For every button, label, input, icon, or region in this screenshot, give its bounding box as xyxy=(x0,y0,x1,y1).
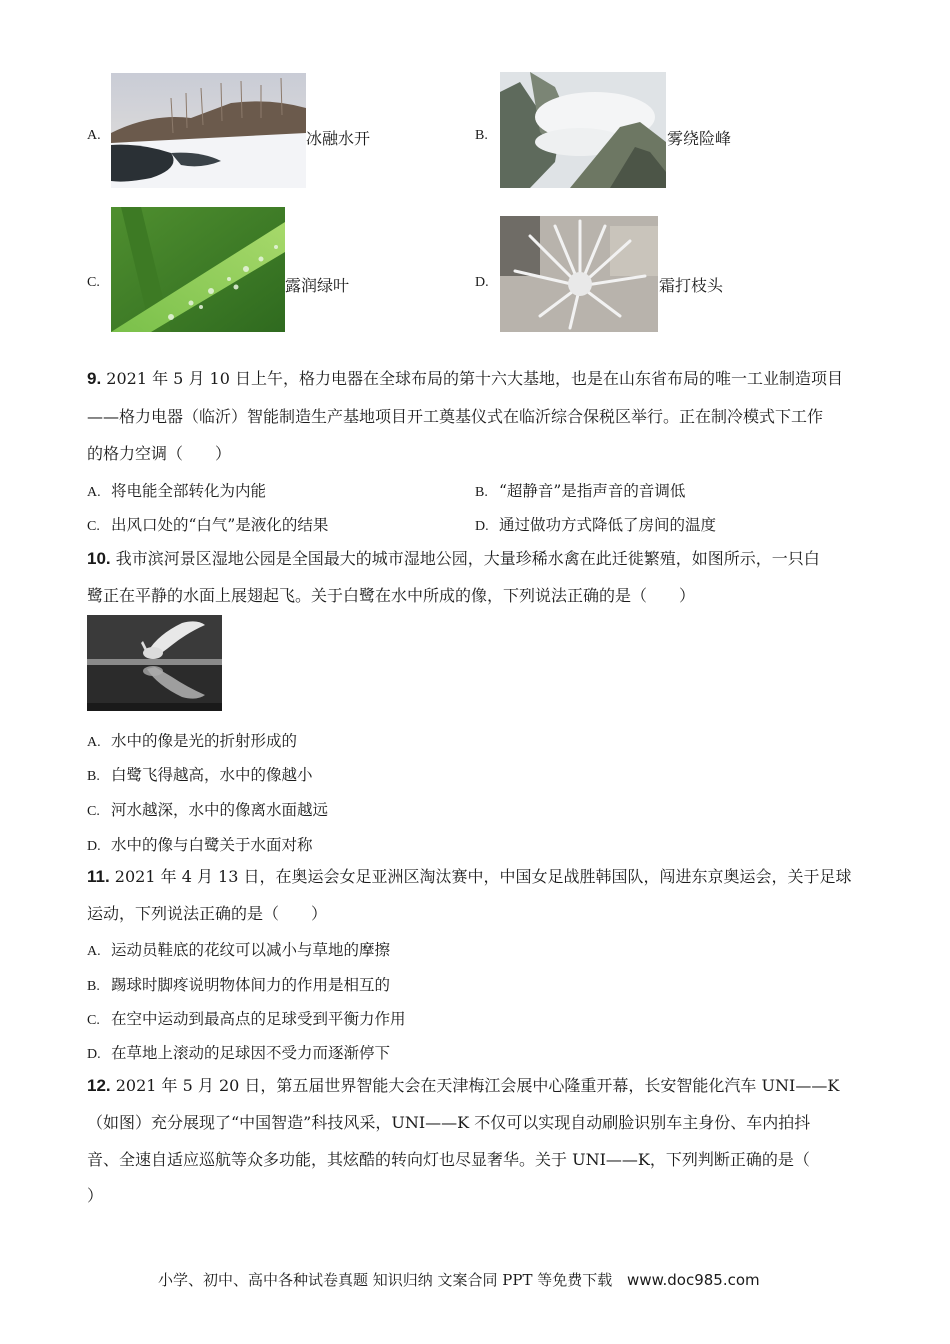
option-c xyxy=(87,1007,406,1029)
option-caption: 霜打枝头 xyxy=(659,276,724,295)
option-text: “超静音”是指声音的音调低 xyxy=(499,482,686,500)
option-b xyxy=(87,973,390,995)
option-text: 水中的像是光的折射形成的 xyxy=(111,732,298,750)
option-b xyxy=(87,763,313,785)
option-text: 河水越深，水中的像离水面越远 xyxy=(111,801,329,819)
dewy-leaf-photo xyxy=(111,207,285,332)
option-text: 水中的像与白鹭关于水面对称 xyxy=(111,836,313,854)
question-text: 2021 年 5 月 10 日上午，格力电器在全球布局的第十六大基地，也是在山东省布局的唯一工业制造项目 xyxy=(106,369,843,388)
option-letter: B. xyxy=(87,979,100,994)
question-text: 2021 年 4 月 13 日，在奥运会女足亚洲区淘汰赛中，中国女足战胜韩国队，闯进东京奥运会，关于足球 xyxy=(114,867,852,886)
question-text: （如图）充分展现了“中国智造”科技风采，UNI——K 不仅可以实现自动刷脸识别车主身份、车内拍抖 xyxy=(87,1113,811,1132)
misty-peaks-photo xyxy=(500,72,666,188)
question-text: 2021 年 5 月 20 日，第五届世界智能大会在天津梅江会展中心隆重开幕，长安智能化汽车 UNI——K xyxy=(115,1076,840,1095)
option-caption: 冰融水开 xyxy=(306,129,371,148)
option-letter: C. xyxy=(87,519,100,534)
question-line xyxy=(87,1067,839,1104)
option-letter: B. xyxy=(87,769,100,784)
question-number: 10. xyxy=(87,549,111,568)
option-letter: D. xyxy=(87,839,101,854)
option-letter: B. xyxy=(475,485,488,500)
option-a xyxy=(87,479,266,501)
question-number: 11. xyxy=(87,867,110,886)
option-c xyxy=(87,513,328,535)
option-text: 踢球时脚疼说明物体间力的作用是相互的 xyxy=(111,976,391,994)
question-text: ——格力电器（临沂）智能制造生产基地项目开工奠基仪式在临沂综合保税区举行。正在制冷模式下工作 xyxy=(87,407,824,426)
option-text: 在空中运动到最高点的足球受到平衡力作用 xyxy=(111,1010,406,1028)
option-letter: C. xyxy=(87,804,100,819)
option-letter: D. xyxy=(475,275,489,290)
option-text: 将电能全部转化为内能 xyxy=(111,482,267,500)
question-line xyxy=(87,858,852,895)
question-line xyxy=(87,360,843,397)
question-text: 的格力空调（ ） xyxy=(87,444,232,463)
option-caption: 雾绕险峰 xyxy=(667,129,732,148)
option-b xyxy=(475,479,685,501)
question-number: 12. xyxy=(87,1076,111,1095)
option-d xyxy=(87,833,313,855)
option-a xyxy=(87,729,297,751)
option-text: 白鹭飞得越高，水中的像越小 xyxy=(111,766,313,784)
option-letter: A. xyxy=(87,944,101,959)
option-letter: A. xyxy=(87,735,101,750)
question-text: ） xyxy=(87,1186,104,1205)
question-text: 音、全速自适应巡航等众多功能，其炫酷的转向灯也尽显奢华。关于 UNI——K，下列判断正确的是（ xyxy=(87,1150,810,1169)
option-text: 在草地上滚动的足球因不受力而逐渐停下 xyxy=(111,1044,391,1062)
option-text: 出风口处的“白气”是液化的结果 xyxy=(111,516,329,534)
option-d xyxy=(87,1041,390,1063)
option-text: 通过做功方式降低了房间的温度 xyxy=(499,516,717,534)
option-c xyxy=(87,798,328,820)
footer-text: 小学、初中、高中各种试卷真题 知识归纳 文案合同 PPT 等免费下载 xyxy=(158,1271,613,1289)
question-number: 9. xyxy=(87,369,102,388)
ice-melting-photo xyxy=(111,73,306,188)
question-text: 鹭正在平静的水面上展翅起飞。关于白鹭在水中所成的像，下列说法正确的是（ ） xyxy=(87,586,696,605)
page-footer xyxy=(158,1269,760,1290)
egret-photo xyxy=(87,615,222,711)
option-letter: B. xyxy=(475,128,488,143)
option-d xyxy=(475,513,716,535)
option-letter: C. xyxy=(87,1013,100,1028)
option-letter: C. xyxy=(87,275,100,290)
question-line xyxy=(87,540,820,577)
frosted-branch-photo xyxy=(500,216,658,332)
option-a xyxy=(87,938,390,960)
option-letter: D. xyxy=(87,1047,101,1062)
option-letter: A. xyxy=(87,128,101,143)
question-text: 运动，下列说法正确的是（ ） xyxy=(87,904,328,923)
option-text: 运动员鞋底的花纹可以减小与草地的摩擦 xyxy=(111,941,391,959)
option-letter: A. xyxy=(87,485,101,500)
option-letter: D. xyxy=(475,519,489,534)
footer-url[interactable]: www.doc985.com xyxy=(627,1271,760,1289)
option-caption: 露润绿叶 xyxy=(285,276,350,295)
question-text: 我市滨河景区湿地公园是全国最大的城市湿地公园，大量珍稀水禽在此迁徙繁殖，如图所示，一只白 xyxy=(115,549,820,568)
